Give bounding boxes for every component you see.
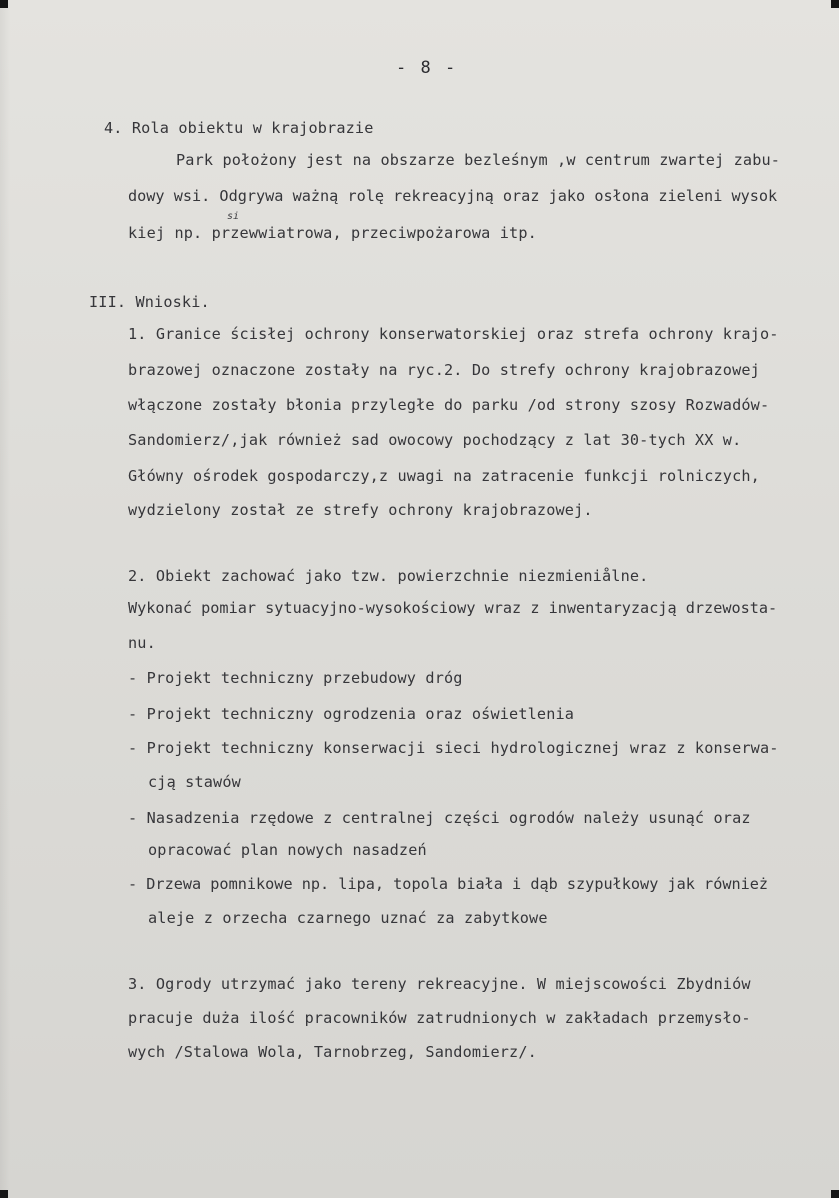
section-4-line: kiej np. przewwiatrowa, przeciwpożarowa itp. [128,224,537,242]
section-4-line: dowy wsi. Odgrywa ważną rolę rekreacyjną oraz jako osłona zieleni wysok [128,187,778,205]
conclusion-2-bullet: - Projekt techniczny ogrodzenia oraz oświetlenia [128,705,575,723]
conclusion-1-line: włączone zostały błonia przyległe do parku /od strony szosy Rozwadów- [128,396,770,414]
conclusion-3-line: wych /Stalowa Wola, Tarnobrzeg, Sandomierz/. [128,1043,537,1061]
section-iii-heading: III. Wnioski. [89,293,210,311]
conclusion-2-bullet-continuation: opracować plan nowych nasadzeń [148,841,427,859]
conclusion-1-line: Główny ośrodek gospodarczy,z uwagi na zatracenie funkcji rolniczych, [128,467,760,485]
conclusion-2-bullet: - Drzewa pomnikowe np. lipa, topola biała i dąb szypułkowy jak również [128,875,769,893]
section-4-heading: 4. Rola obiektu w krajobrazie [104,119,374,137]
scan-corner-mark [0,0,8,8]
conclusion-2-bullet-continuation: cją stawów [148,773,241,791]
conclusion-1-line: Sandomierz/,jak również sad owocowy pochodzący z lat 30-tych XX w. [128,431,742,449]
scan-corner-mark [0,1190,8,1198]
page-number: - 8 - [396,58,458,78]
handwritten-correction: si [227,211,240,222]
conclusion-2-bullet: - Nasadzenia rzędowe z centralnej części ogrodów należy usunąć oraz [128,809,751,827]
conclusion-2-bullet-continuation: aleje z orzecha czarnego uznać za zabytkowe [148,909,548,927]
conclusion-3-line: 3. Ogrody utrzymać jako tereny rekreacyjne. W miejscowości Zbydniów [128,975,751,993]
conclusion-2-line: nu. [128,634,156,652]
conclusion-1-line: 1. Granice ścisłej ochrony konserwatorskiej oraz strefa ochrony krajo- [128,325,779,343]
conclusion-3-line: pracuje duża ilość pracowników zatrudnionych w zakładach przemysło- [128,1009,751,1027]
conclusion-2-bullet: - Projekt techniczny przebudowy dróg [128,669,463,687]
conclusion-2-line: Wykonać pomiar sytuacyjno-wysokościowy wraz z inwentaryzacją drzewosta- [128,599,778,617]
conclusion-1-line: brazowej oznaczone zostały na ryc.2. Do strefy ochrony krajobrazowej [128,361,760,379]
conclusion-1-line: wydzielony został ze strefy ochrony krajobrazowej. [128,501,593,519]
scan-corner-mark [831,1190,839,1198]
section-4-line: Park położony jest na obszarze bezleśnym ,w centrum zwartej zabu- [176,151,781,169]
conclusion-2-line: 2. Obiekt zachować jako tzw. powierzchnie niezmieniålne. [128,567,649,585]
scan-corner-mark [831,0,839,8]
conclusion-2-bullet: - Projekt techniczny konserwacji sieci hydrologicznej wraz z konserwa- [128,739,779,757]
